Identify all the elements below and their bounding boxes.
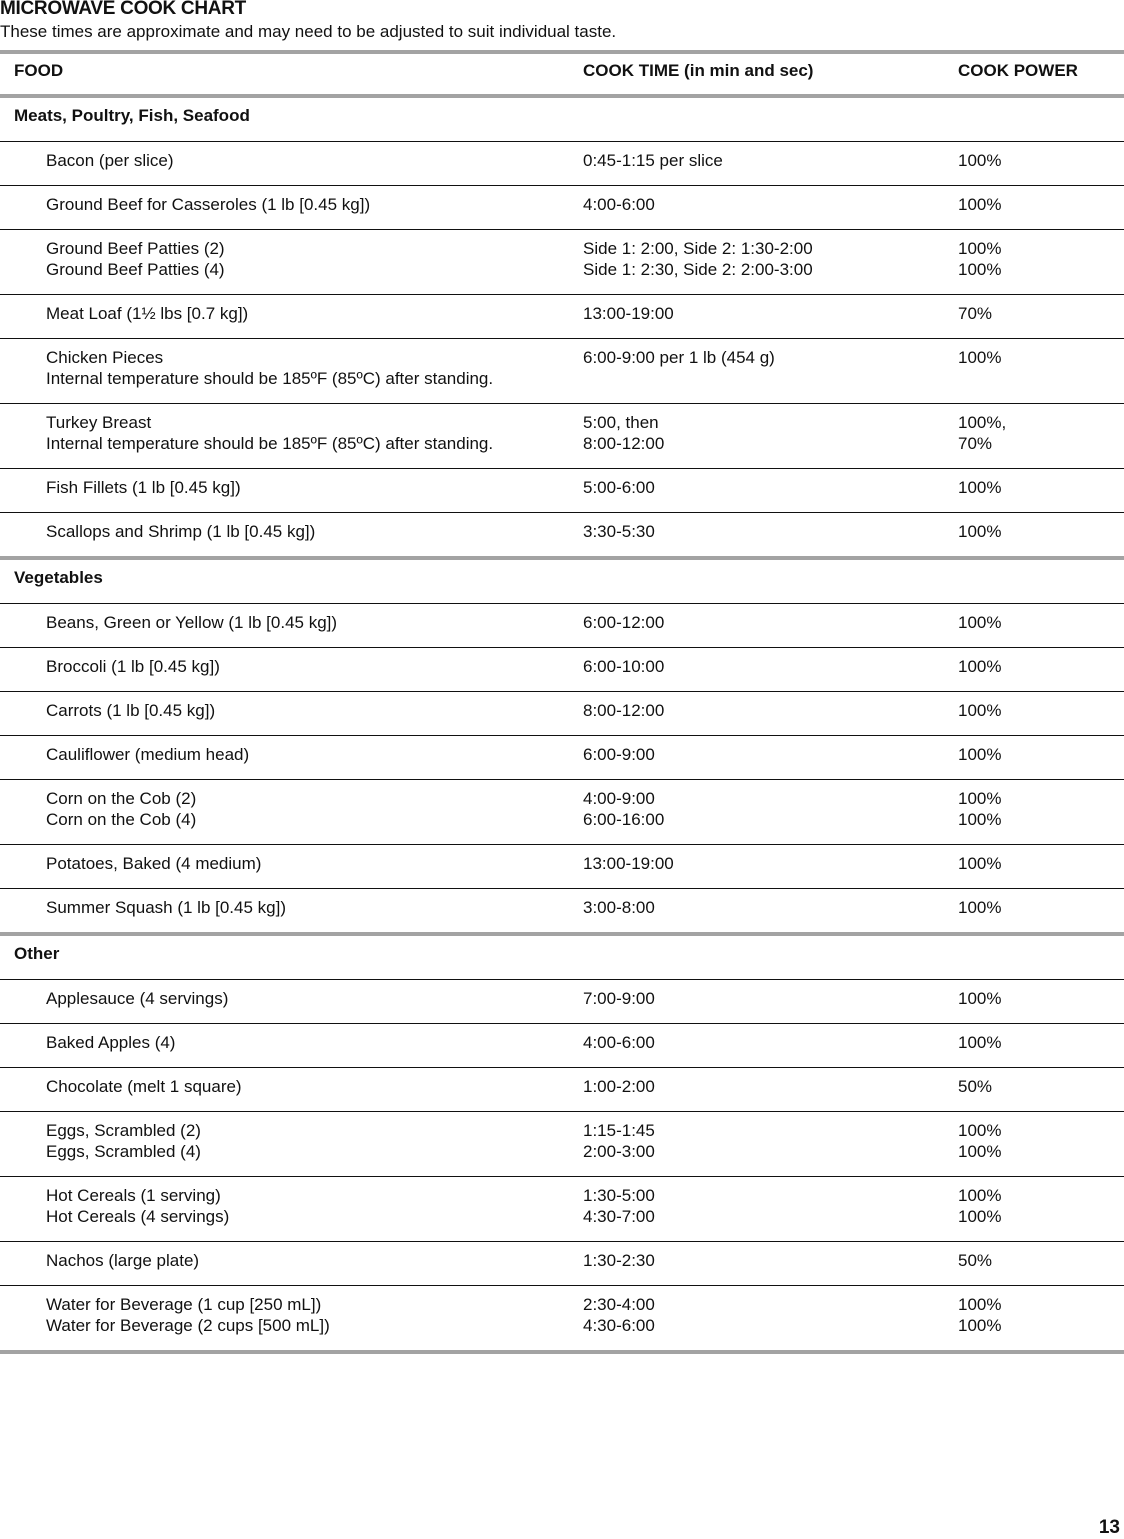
food-text: Water for Beverage (2 cups [500 mL])	[46, 1316, 330, 1335]
cook-power-text: 100%	[958, 239, 1002, 258]
table-row	[0, 980, 1124, 1024]
food-text: Water for Beverage (1 cup [250 mL])	[46, 1295, 322, 1314]
empty-cell	[583, 943, 958, 965]
food-cell	[0, 1032, 583, 1053]
food-cell	[0, 897, 583, 918]
cook-time-text: 6:00-16:00	[583, 810, 665, 829]
food-cell	[0, 1294, 583, 1336]
cook-time-cell	[583, 988, 958, 1009]
food-cell	[0, 347, 583, 389]
cook-time-text: 1:15-1:45	[583, 1121, 655, 1140]
cook-time-cell	[583, 1185, 958, 1227]
cook-power-text: 100%	[958, 1033, 1002, 1052]
table-row	[0, 295, 1124, 339]
cook-power-text: 50%	[958, 1077, 993, 1096]
food-text: Fish Fillets (1 lb [0.45 kg])	[46, 478, 241, 497]
cook-time-cell	[583, 1076, 958, 1097]
cook-power-text: 100%	[958, 613, 1002, 632]
cook-power-cell	[958, 412, 1124, 454]
cook-power-text: 100%	[958, 810, 1002, 829]
food-text: Applesauce (4 servings)	[46, 989, 229, 1008]
cook-power-text: 100%	[958, 898, 1002, 917]
cook-power-cell	[958, 521, 1124, 542]
cook-power-cell	[958, 1032, 1124, 1053]
cook-power-cell	[958, 788, 1124, 830]
cook-time-cell	[583, 656, 958, 677]
food-text: Beans, Green or Yellow (1 lb [0.45 kg])	[46, 613, 338, 632]
cook-power-cell	[958, 477, 1124, 498]
food-text: Chocolate (melt 1 square)	[46, 1077, 242, 1096]
food-cell	[0, 1250, 583, 1271]
cook-time-cell	[583, 238, 958, 280]
table-row	[0, 469, 1124, 513]
cook-power-cell	[958, 656, 1124, 677]
cook-power-cell	[958, 612, 1124, 633]
cook-time-text: 13:00-19:00	[583, 854, 674, 873]
table-row	[0, 780, 1124, 845]
section-header-row	[0, 560, 1124, 604]
cook-power-text: 100%	[958, 789, 1002, 808]
food-text: Cauliflower (medium head)	[46, 745, 250, 764]
cook-time-text: 4:30-6:00	[583, 1316, 655, 1335]
food-cell	[0, 477, 583, 498]
cook-power-cell	[958, 1076, 1124, 1097]
cook-power-text: 100%	[958, 989, 1002, 1008]
cook-power-cell	[958, 700, 1124, 721]
cook-time-text: 0:45-1:15 per slice	[583, 151, 723, 170]
cook-power-cell	[958, 1294, 1124, 1336]
empty-cell	[583, 105, 958, 127]
cook-power-text: 100%	[958, 657, 1002, 676]
table-row	[0, 513, 1124, 560]
food-text: Potatoes, Baked (4 medium)	[46, 854, 262, 873]
cook-time-text: 5:00, then	[583, 413, 659, 432]
food-cell	[0, 1185, 583, 1227]
section-title: Meats, Poultry, Fish, Seafood	[14, 106, 250, 125]
empty-cell	[958, 943, 1124, 965]
cook-chart-table	[0, 50, 1124, 1354]
page-number: 13	[1098, 1517, 1120, 1538]
food-text: Corn on the Cob (2)	[46, 789, 197, 808]
cook-time-cell	[583, 412, 958, 454]
food-text: Chicken Pieces	[46, 348, 164, 367]
food-cell	[0, 700, 583, 721]
table-row	[0, 845, 1124, 889]
table-row	[0, 736, 1124, 780]
section-title: Other	[14, 944, 60, 963]
cook-time-text: 4:00-9:00	[583, 789, 655, 808]
food-text: Bacon (per slice)	[46, 151, 174, 170]
food-cell	[0, 612, 583, 633]
cook-time-cell	[583, 788, 958, 830]
food-text: Carrots (1 lb [0.45 kg])	[46, 701, 216, 720]
cook-power-cell	[958, 194, 1124, 215]
table-row	[0, 142, 1124, 186]
empty-cell	[958, 105, 1124, 127]
cook-time-text: 4:00-6:00	[583, 1033, 655, 1052]
cook-time-cell	[583, 521, 958, 542]
cook-time-cell	[583, 303, 958, 324]
food-cell	[0, 744, 583, 765]
cook-power-cell	[958, 347, 1124, 389]
cook-power-text: 100%	[958, 854, 1002, 873]
cook-power-text: 100%	[958, 745, 1002, 764]
cook-power-cell	[958, 897, 1124, 918]
column-header-cook-time: COOK TIME (in min and sec)	[583, 61, 814, 80]
cook-power-cell	[958, 150, 1124, 171]
cook-time-text: 6:00-12:00	[583, 613, 665, 632]
cook-time-cell	[583, 897, 958, 918]
cook-power-text: 100%	[958, 701, 1002, 720]
food-text: Eggs, Scrambled (4)	[46, 1142, 201, 1161]
cook-power-text: 100%	[958, 1207, 1002, 1226]
food-cell	[0, 238, 583, 280]
food-text: Hot Cereals (4 servings)	[46, 1207, 230, 1226]
food-text: Summer Squash (1 lb [0.45 kg])	[46, 898, 287, 917]
cook-power-text: 100%	[958, 1316, 1002, 1335]
table-row	[0, 604, 1124, 648]
food-cell	[0, 303, 583, 324]
cook-time-cell	[583, 194, 958, 215]
cook-power-text: 100%	[958, 1186, 1002, 1205]
food-text: Ground Beef Patties (4)	[46, 260, 225, 279]
cook-time-text: Side 1: 2:00, Side 2: 1:30-2:00	[583, 239, 813, 258]
page-subtitle: These times are approximate and may need to be adjusted to suit individual taste.	[0, 22, 617, 41]
cook-time-text: 6:00-9:00	[583, 745, 655, 764]
section-header-row	[0, 98, 1124, 142]
food-text: Broccoli (1 lb [0.45 kg])	[46, 657, 220, 676]
cook-time-text: 5:00-6:00	[583, 478, 655, 497]
food-text: Baked Apples (4)	[46, 1033, 176, 1052]
cook-time-cell	[583, 347, 958, 389]
food-cell	[0, 988, 583, 1009]
section-title: Vegetables	[14, 568, 103, 587]
food-text: Ground Beef Patties (2)	[46, 239, 225, 258]
table-row	[0, 1068, 1124, 1112]
cook-power-cell	[958, 1120, 1124, 1162]
food-cell	[0, 788, 583, 830]
table-row	[0, 692, 1124, 736]
cook-power-cell	[958, 988, 1124, 1009]
cook-power-text: 100%	[958, 478, 1002, 497]
food-text: Internal temperature should be 185ºF (85ºC) after standing.	[46, 434, 494, 453]
cook-power-text: 100%	[958, 260, 1002, 279]
page-title: MICROWAVE COOK CHART	[0, 0, 246, 19]
cook-time-text: 13:00-19:00	[583, 304, 674, 323]
cook-power-text: 70%	[958, 434, 993, 453]
food-cell	[0, 1076, 583, 1097]
cook-power-cell	[958, 744, 1124, 765]
table-row	[0, 339, 1124, 404]
food-cell	[0, 412, 583, 454]
cook-time-text: 1:00-2:00	[583, 1077, 655, 1096]
cook-power-text: 70%	[958, 304, 993, 323]
table-row	[0, 186, 1124, 230]
cook-time-text: 7:00-9:00	[583, 989, 655, 1008]
cook-power-text: 100%	[958, 522, 1002, 541]
cook-power-text: 100%	[958, 348, 1002, 367]
food-text: Ground Beef for Casseroles (1 lb [0.45 kg])	[46, 195, 371, 214]
cook-time-text: 3:00-8:00	[583, 898, 655, 917]
cook-time-text: 4:30-7:00	[583, 1207, 655, 1226]
column-header-food: FOOD	[14, 61, 64, 80]
food-text: Internal temperature should be 185ºF (85ºC) after standing.	[46, 369, 494, 388]
food-text: Corn on the Cob (4)	[46, 810, 197, 829]
food-text: Hot Cereals (1 serving)	[46, 1186, 221, 1205]
food-text: Eggs, Scrambled (2)	[46, 1121, 201, 1140]
table-row	[0, 1024, 1124, 1068]
table-row	[0, 1242, 1124, 1286]
cook-time-text: 8:00-12:00	[583, 701, 665, 720]
table-row	[0, 889, 1124, 936]
cook-power-cell	[958, 303, 1124, 324]
cook-time-cell	[583, 477, 958, 498]
cook-time-cell	[583, 744, 958, 765]
cook-time-text: 1:30-5:00	[583, 1186, 655, 1205]
food-cell	[0, 853, 583, 874]
cook-power-text: 100%	[958, 1142, 1002, 1161]
cook-time-text: Side 1: 2:30, Side 2: 2:00-3:00	[583, 260, 813, 279]
cook-power-text: 50%	[958, 1251, 993, 1270]
food-text: Turkey Breast	[46, 413, 152, 432]
cook-power-text: 100%	[958, 151, 1002, 170]
cook-time-cell	[583, 1120, 958, 1162]
cook-time-text: 6:00-10:00	[583, 657, 665, 676]
cook-time-cell	[583, 853, 958, 874]
cook-time-text: 6:00-9:00 per 1 lb (454 g)	[583, 348, 775, 367]
table-row	[0, 404, 1124, 469]
cook-time-cell	[583, 1032, 958, 1053]
cook-time-text: 8:00-12:00	[583, 434, 665, 453]
table-row	[0, 1286, 1124, 1354]
food-text: Scallops and Shrimp (1 lb [0.45 kg])	[46, 522, 316, 541]
cook-time-cell	[583, 612, 958, 633]
cook-time-cell	[583, 700, 958, 721]
section-header-row	[0, 936, 1124, 980]
table-row	[0, 1177, 1124, 1242]
cook-power-text: 100%	[958, 1121, 1002, 1140]
food-cell	[0, 656, 583, 677]
empty-cell	[583, 567, 958, 589]
cook-power-cell	[958, 1250, 1124, 1271]
food-text: Nachos (large plate)	[46, 1251, 200, 1270]
cook-power-text: 100%	[958, 195, 1002, 214]
cook-time-text: 4:00-6:00	[583, 195, 655, 214]
cook-power-cell	[958, 853, 1124, 874]
empty-cell	[958, 567, 1124, 589]
cook-time-text: 1:30-2:30	[583, 1251, 655, 1270]
cook-power-cell	[958, 1185, 1124, 1227]
cook-time-cell	[583, 1294, 958, 1336]
food-text: Meat Loaf (1½ lbs [0.7 kg])	[46, 304, 249, 323]
table-row	[0, 230, 1124, 295]
cook-power-text: 100%,	[958, 413, 1007, 432]
cook-time-text: 3:30-5:30	[583, 522, 655, 541]
food-cell	[0, 521, 583, 542]
cook-time-cell	[583, 1250, 958, 1271]
food-cell	[0, 150, 583, 171]
column-header-cook-power: COOK POWER	[958, 61, 1078, 80]
cook-time-cell	[583, 150, 958, 171]
cook-time-text: 2:00-3:00	[583, 1142, 655, 1161]
cook-time-text: 2:30-4:00	[583, 1295, 655, 1314]
cook-power-text: 100%	[958, 1295, 1002, 1314]
table-row	[0, 1112, 1124, 1177]
food-cell	[0, 194, 583, 215]
table-row	[0, 648, 1124, 692]
food-cell	[0, 1120, 583, 1162]
table-header-row	[0, 54, 1124, 98]
cook-power-cell	[958, 238, 1124, 280]
